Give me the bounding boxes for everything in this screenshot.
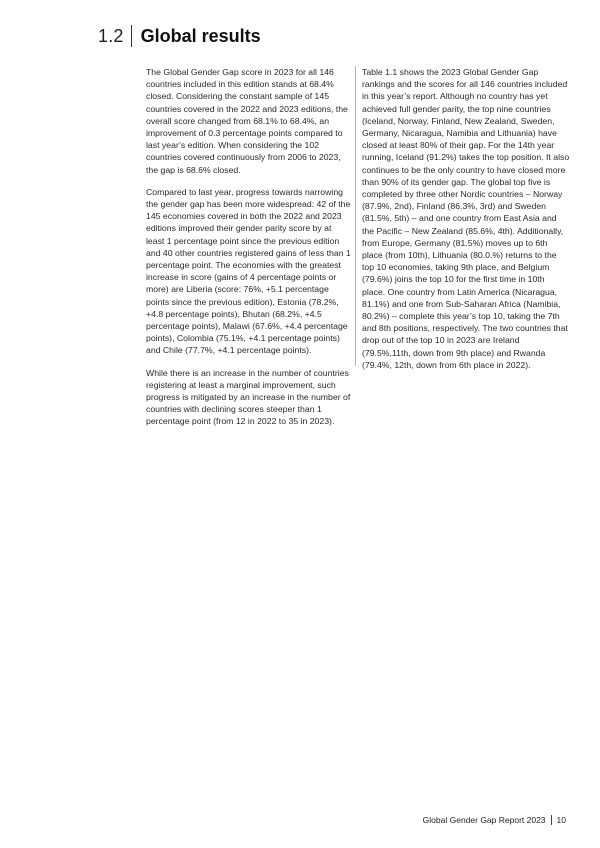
section-header [98, 24, 261, 48]
page-number: 10 [556, 815, 566, 825]
left-paragraph-3: While there is an increase in the number of countries registering at least a marginal improvement, such progress is mitigated by an increase in the number of countries with declining scores steeper than 1 percentage point (from 12 in 2022 to 35 in 2023). [146, 367, 351, 427]
left-column [146, 66, 352, 438]
left-paragraph-2: Compared to last year, progress towards narrowing the gender gap has been more widespread: 42 of the 145 economies covered in both the 2022 and 2023 editions improved their gender parity score by at least 1 percentage point since the previous edition and 40 other countries registered gains of less than 1 percentage point. The economies with the greatest increase in score (gains of 4 percentage points or more) are Liberia (score: 76%, +5.1 percentage points since the previous edition), Estonia (78.2%, +4.8 percentage points), Bhutan (68.2%, +4.5 percentage points), Malawi (67.6%, +4.4 percentage points), Colombia (75.1%, +4.1 percentage points) and Chile (77.7%, +4.1 percentage points). [146, 186, 351, 356]
footer-divider [551, 815, 552, 825]
page-footer [423, 815, 566, 825]
section-divider [131, 25, 132, 47]
section-title: Global results [140, 25, 261, 46]
section-number: 1.2 [98, 25, 124, 46]
right-paragraph-1: Table 1.1 shows the 2023 Global Gender Gap rankings and the scores for all 146 countries included in this year’s report. Although no country has yet achieved full gender parity, the top nine countries (Iceland, Norway, Finland, New Zealand, Sweden, Germany, Nicaragua, Namibia and Lithuania) have closed at least 80% of their gap. For the 14th year running, Iceland (91.2%) takes the top position. It also continues to be the only country to have closed more than 90% of its gender gap. The global top five is completed by three other Nordic countries – Norway (87.9%, 2nd), Finland (86.3%, 3rd) and Sweden (81.5%, 5th) – and one country from East Asia and the Pacific – New Zealand (85.6%, 4th). Additionally, from Europe, Germany (81.5%) moves up to 6th place (from 10th), Lithuania (80.0.%) returns to the top 10 economies, taking 9th place, and Belgium (79.6%) joins the top 10 for the first time in 10th place. One country from Latin America (Nicaragua, 81.1%) and one from Sub-Saharan Africa (Namibia, 80.2%) – complete this year’s top 10, taking the 7th and 8th positions, respectively. The two countries that drop out of the top 10 in 2023 are Ireland (79.5%,11th, down from 9th place) and Rwanda (79.4%, 12th, down from 6th place in 2022). [362, 67, 570, 370]
column-divider [355, 66, 356, 366]
left-paragraph-1: The Global Gender Gap score in 2023 for all 146 countries included in this edition stands at 68.4% closed. Considering the constant sample of 145 countries covered in the 2022 and 2023 editions, the overall score changed from 68.1% to 68.4%, an improvement of 0.3 percentage points compared to last year’s edition. When considering the 102 countries covered continuously from 2006 to 2023, the gap is 68.6% closed. [146, 67, 348, 175]
footer-report-title: Global Gender Gap Report 2023 [422, 815, 546, 825]
right-column [362, 66, 570, 381]
